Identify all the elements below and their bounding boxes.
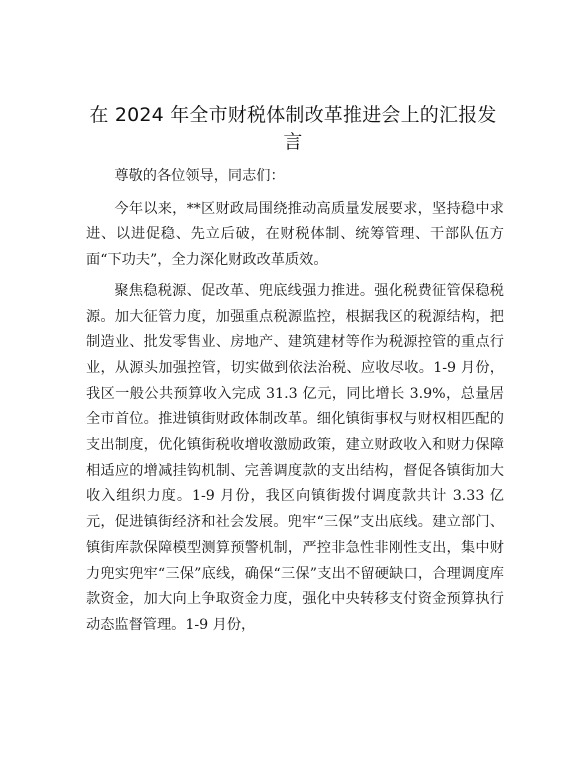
paragraph-intro: 今年以来，**区财政局围绕推动高质量发展要求，坚持稳中求进、以进促稳、先立后破，在财税体制、统筹管理、干部队伍方面“下功夫”，全力深化财政改革质效。 bbox=[86, 200, 504, 269]
document-title: 在 2024 年全市财税体制改革推进会上的汇报发言 bbox=[89, 104, 497, 153]
paragraph-taxation: 聚焦稳税源、促改革、兜底线强力推进。强化税费征管保稳税源。加大征管力度，加强重点税源监控，根据我区的税源结构，把制造业、批发零售业、房地产、建筑建材等作为税源控管的重点行业，从源头加强控管，切实做到依法治税、应收尽收。1-9 月份，我区一般公共预算收入完成 31.3 亿元，同比增长 3.9%，总量居全市首位。推进镇街财政体制改革。细化镇街事权与财权相匹配的支出制度，优化镇街税收增收激励政策，建立财政收入和财力保障相适应的增减挂钩机制、完善调度款的支出结构，督促各镇街加大收入组织力度。1-9 月份，我区向镇街拨付调度款共计 3.33 亿元，促进镇街经济和社会发展。兜牢“三保”支出底线。建立部门、镇街库款保障模型测算预警机制，严控非急性非刚性支出，集中财力兜实兜牢“三保”底线，确保“三保”支出不留硬缺口，合理调度库款资金，加大向上争取资金力度，强化中央转移支付资金预算执行动态监督管理。1-9 月份， bbox=[86, 282, 504, 633]
salutation: 尊敬的各位领导，同志们： bbox=[114, 168, 285, 184]
document-body bbox=[86, 164, 504, 644]
